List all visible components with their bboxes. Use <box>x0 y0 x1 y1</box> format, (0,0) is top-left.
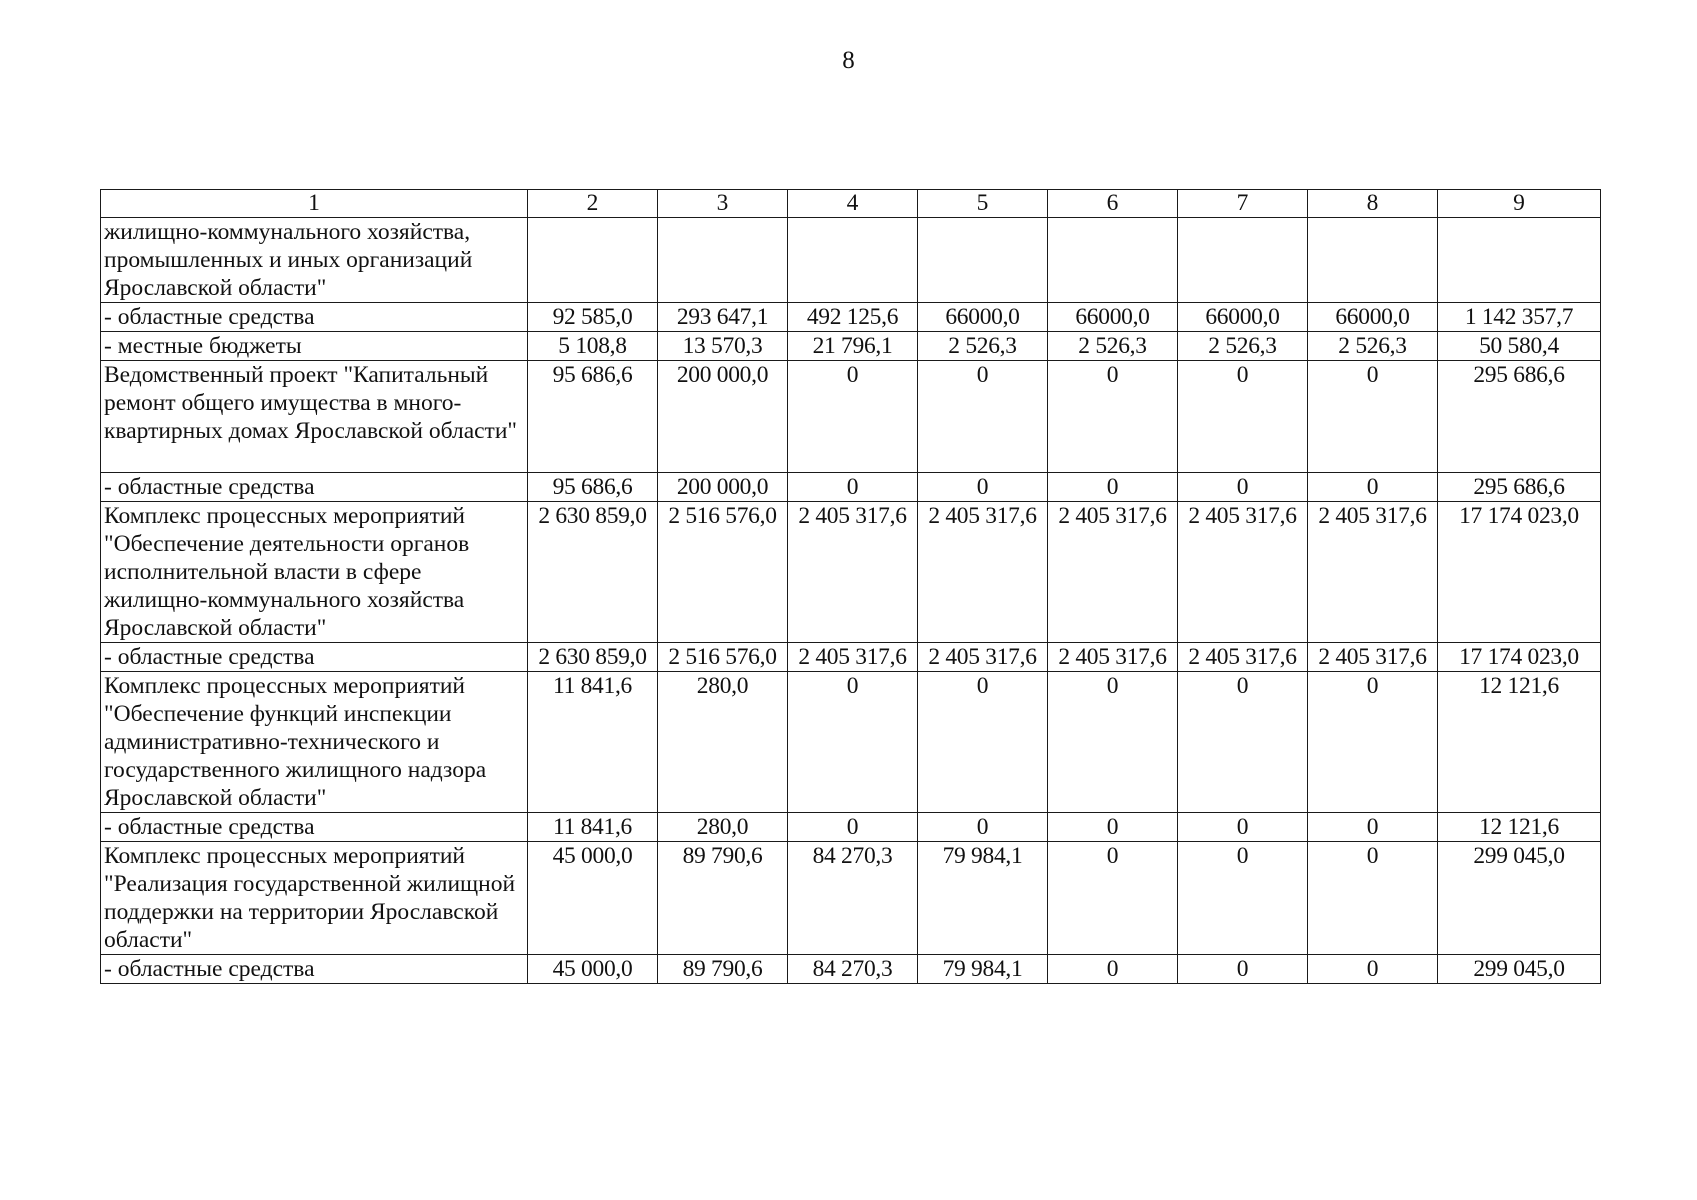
table-cell: 280,0 <box>658 672 788 813</box>
table-row <box>101 361 1601 473</box>
table-cell: 0 <box>1048 955 1178 984</box>
table-row <box>101 672 1601 813</box>
row-label: - областные средства <box>101 813 528 842</box>
table-cell <box>1438 218 1601 303</box>
table-cell: 0 <box>1178 473 1308 502</box>
budget-table <box>100 189 1601 984</box>
table-cell: 2 405 317,6 <box>1178 502 1308 643</box>
table-cell: 2 526,3 <box>1308 332 1438 361</box>
table-cell: 89 790,6 <box>658 955 788 984</box>
table-cell: 84 270,3 <box>788 955 918 984</box>
table-cell: 66000,0 <box>1048 303 1178 332</box>
table-cell: 17 174 023,0 <box>1438 502 1601 643</box>
row-label: жилищно-коммунального хозяйства, промышленных и иных организаций Ярославской области" <box>101 218 528 303</box>
table-cell: 0 <box>1048 361 1178 473</box>
table-row <box>101 473 1601 502</box>
column-header: 4 <box>788 190 918 218</box>
column-header: 2 <box>528 190 658 218</box>
table-cell: 0 <box>918 361 1048 473</box>
column-header: 8 <box>1308 190 1438 218</box>
table-cell: 0 <box>1308 842 1438 955</box>
table-cell: 0 <box>1178 672 1308 813</box>
table-cell: 2 405 317,6 <box>918 643 1048 672</box>
table-cell: 0 <box>1308 473 1438 502</box>
table-cell: 299 045,0 <box>1438 842 1601 955</box>
row-label: Комплекс процессных мероприятий "Обеспечение функций инспекции административно-технического и государственного жилищного надзора Ярославской области" <box>101 672 528 813</box>
column-header: 3 <box>658 190 788 218</box>
table-row <box>101 813 1601 842</box>
table-cell: 13 570,3 <box>658 332 788 361</box>
table-cell: 12 121,6 <box>1438 672 1601 813</box>
table-cell: 92 585,0 <box>528 303 658 332</box>
table-cell: 295 686,6 <box>1438 361 1601 473</box>
row-label: Комплекс процессных мероприятий "Реализация государственной жилищной поддержки на территории Ярославской области" <box>101 842 528 955</box>
table-cell: 0 <box>1308 955 1438 984</box>
row-label: - областные средства <box>101 955 528 984</box>
table-cell: 2 405 317,6 <box>918 502 1048 643</box>
table-cell: 95 686,6 <box>528 473 658 502</box>
column-header: 5 <box>918 190 1048 218</box>
table-cell: 0 <box>1308 361 1438 473</box>
table-cell: 11 841,6 <box>528 672 658 813</box>
table-row <box>101 218 1601 303</box>
table-cell: 2 526,3 <box>1178 332 1308 361</box>
table-cell: 0 <box>788 473 918 502</box>
row-label: Комплекс процессных мероприятий "Обеспечение деятельности органов исполнительной власти в сфере жилищно-коммунального хозяйства Ярославской области" <box>101 502 528 643</box>
table-cell: 2 630 859,0 <box>528 643 658 672</box>
table-cell: 0 <box>788 672 918 813</box>
table-cell: 50 580,4 <box>1438 332 1601 361</box>
column-header: 6 <box>1048 190 1178 218</box>
table-cell <box>528 218 658 303</box>
table-cell <box>788 218 918 303</box>
table-cell: 2 405 317,6 <box>788 502 918 643</box>
table-cell: 2 516 576,0 <box>658 643 788 672</box>
page-number: 8 <box>842 47 855 74</box>
table-cell: 17 174 023,0 <box>1438 643 1601 672</box>
table-cell: 0 <box>788 361 918 473</box>
table-cell: 0 <box>1308 813 1438 842</box>
row-label: - местные бюджеты <box>101 332 528 361</box>
table-cell: 0 <box>788 813 918 842</box>
table-cell: 0 <box>1178 842 1308 955</box>
table-cell: 280,0 <box>658 813 788 842</box>
table-row <box>101 643 1601 672</box>
table-cell: 2 405 317,6 <box>1308 643 1438 672</box>
table-cell: 89 790,6 <box>658 842 788 955</box>
row-label: - областные средства <box>101 473 528 502</box>
table-cell: 0 <box>1178 361 1308 473</box>
row-label: - областные средства <box>101 643 528 672</box>
table-cell: 0 <box>918 813 1048 842</box>
table-cell: 0 <box>1178 955 1308 984</box>
table-row <box>101 303 1601 332</box>
table-cell <box>1178 218 1308 303</box>
table-cell: 0 <box>1048 672 1178 813</box>
table-cell: 2 405 317,6 <box>1048 502 1178 643</box>
row-label: Ведомственный проект "Капитальный ремонт общего имущества в много-квартирных домах Ярославской области" <box>101 361 528 473</box>
table-cell: 0 <box>1048 813 1178 842</box>
table-cell: 2 526,3 <box>1048 332 1178 361</box>
table-cell <box>918 218 1048 303</box>
table-cell: 2 526,3 <box>918 332 1048 361</box>
table-cell: 95 686,6 <box>528 361 658 473</box>
table-cell <box>658 218 788 303</box>
table-cell: 293 647,1 <box>658 303 788 332</box>
column-header: 7 <box>1178 190 1308 218</box>
table-cell: 200 000,0 <box>658 361 788 473</box>
table-cell: 79 984,1 <box>918 842 1048 955</box>
table-cell: 45 000,0 <box>528 842 658 955</box>
table-cell: 2 405 317,6 <box>788 643 918 672</box>
table-row <box>101 955 1601 984</box>
table-header-row <box>101 190 1601 218</box>
table-cell: 0 <box>1308 672 1438 813</box>
table-cell <box>1308 218 1438 303</box>
table-cell: 66000,0 <box>1178 303 1308 332</box>
table-cell: 84 270,3 <box>788 842 918 955</box>
table-row <box>101 842 1601 955</box>
table-cell: 492 125,6 <box>788 303 918 332</box>
table-cell: 2 630 859,0 <box>528 502 658 643</box>
table-cell: 12 121,6 <box>1438 813 1601 842</box>
row-label: - областные средства <box>101 303 528 332</box>
table-cell <box>1048 218 1178 303</box>
table-cell: 21 796,1 <box>788 332 918 361</box>
table-cell: 79 984,1 <box>918 955 1048 984</box>
table-cell: 299 045,0 <box>1438 955 1601 984</box>
table-cell: 1 142 357,7 <box>1438 303 1601 332</box>
table-row <box>101 502 1601 643</box>
table-cell: 2 405 317,6 <box>1048 643 1178 672</box>
table-cell: 45 000,0 <box>528 955 658 984</box>
table-cell: 11 841,6 <box>528 813 658 842</box>
table-cell: 295 686,6 <box>1438 473 1601 502</box>
table-cell: 5 108,8 <box>528 332 658 361</box>
table-cell: 0 <box>1048 842 1178 955</box>
table-cell: 0 <box>1048 473 1178 502</box>
table-cell: 200 000,0 <box>658 473 788 502</box>
table-cell: 2 405 317,6 <box>1308 502 1438 643</box>
table-cell: 0 <box>918 672 1048 813</box>
table-cell: 0 <box>918 473 1048 502</box>
column-header: 9 <box>1438 190 1601 218</box>
column-header: 1 <box>101 190 528 218</box>
table-cell: 0 <box>1178 813 1308 842</box>
table-row <box>101 332 1601 361</box>
table-cell: 2 516 576,0 <box>658 502 788 643</box>
table-cell: 66000,0 <box>1308 303 1438 332</box>
table-cell: 66000,0 <box>918 303 1048 332</box>
table-cell: 2 405 317,6 <box>1178 643 1308 672</box>
